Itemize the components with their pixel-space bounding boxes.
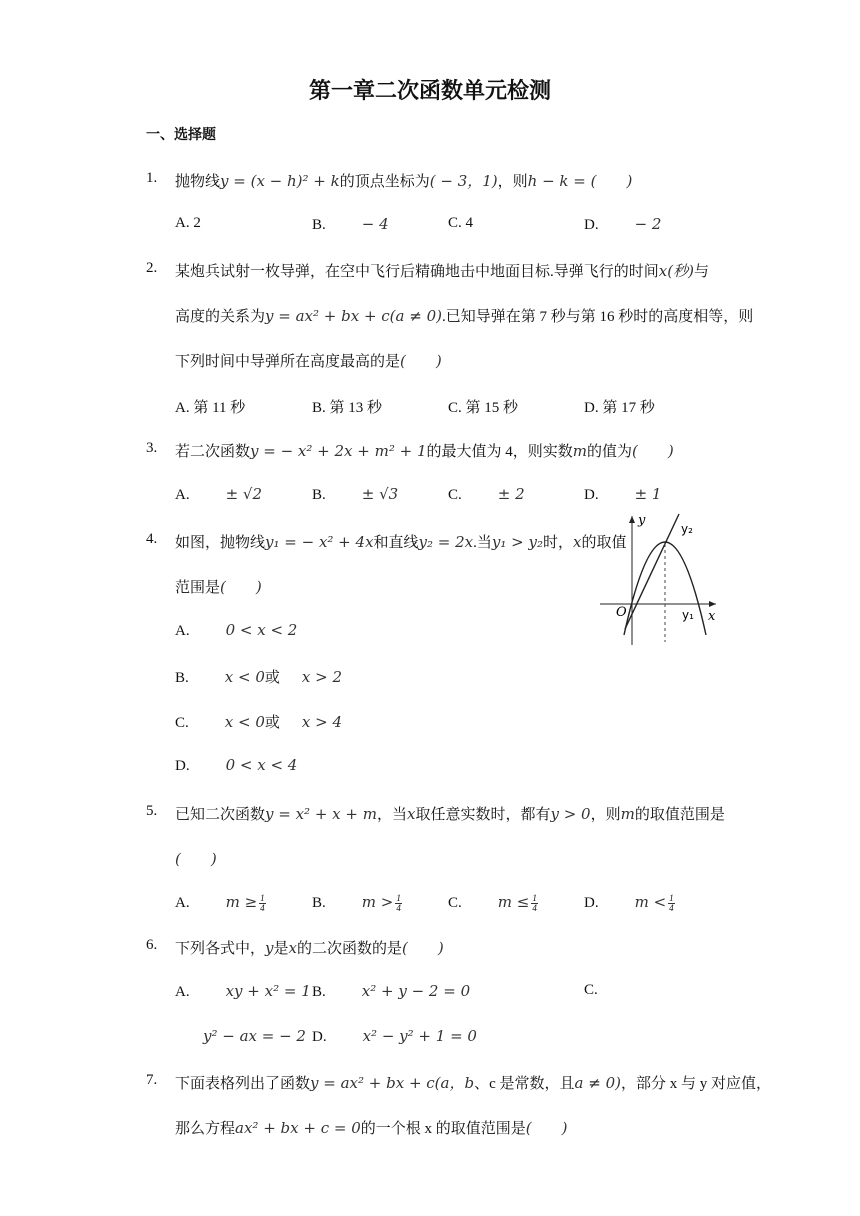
question-2-option-c[interactable]: C. 第 15 秒 [448,400,519,416]
question-5-blank: ( ) [175,850,217,868]
question-7-stem-line-2: 那么方程ax² + bx + c = 0的一个根 x 的取值范围是( ) [175,1119,568,1137]
question-6-option-c[interactable]: C. [584,982,598,998]
question-1-option-d[interactable]: D. − 2 [584,215,662,233]
graph-origin-label: O [616,605,627,620]
question-3-option-a[interactable]: A. ± √2 [175,485,263,503]
graph-x-label: x [708,609,716,624]
question-6-number: 6. [146,937,158,953]
question-4-option-d[interactable]: D. 0 < x < 4 [175,756,298,774]
question-5-stem: 已知二次函数y = x² + x + m，当x取任意实数时，都有y > 0，则m的取值范围是 [175,805,725,823]
graph-curve-label: y₁ [682,608,694,622]
question-1-option-c[interactable]: C. 4 [448,215,474,231]
question-4-option-c[interactable]: C. x < 0或 x > 4 [175,713,342,731]
page-title: 第一章二次函数单元检测 [308,79,551,104]
question-3-number: 3. [146,440,158,456]
question-4-option-b[interactable]: B. x < 0或 x > 2 [175,668,342,686]
graph-line-label: y₂ [681,522,693,536]
graph-y-arrow-icon [629,516,635,523]
question-2-option-a[interactable]: A. 第 11 秒 [175,400,246,416]
question-6-option-b[interactable]: B. x² + y − 2 = 0 [312,982,471,1000]
question-2-stem-line-2: 高度的关系为y = ax² + bx + c(a ≠ 0).已知导弹在第 7 秒与第 16 秒时的高度相等，则 [175,307,754,325]
question-2-option-b[interactable]: B. 第 13 秒 [312,400,383,416]
graph-line-y2 [625,514,679,629]
question-4-stem-line-1: 如图，抛物线y₁ = − x² + 4x和直线y₂ = 2x.当y₁ > y₂时，x的取值 [175,533,627,551]
question-2-option-d[interactable]: D. 第 17 秒 [584,400,655,416]
question-5-option-c[interactable]: C. m ≤ $\frac{1}{4}$ [448,893,537,914]
question-5-option-a[interactable]: A. m ≥ $\frac{1}{4}$ [175,893,265,914]
question-1-option-a[interactable]: A. 2 [175,215,201,231]
question-6-option-a[interactable]: A. xy + x² = 1 [175,982,311,1000]
question-6-stem: 下列各式中，y是x的二次函数的是( ) [175,939,444,957]
question-1-number: 1. [146,170,158,186]
question-6-option-c-math[interactable]: y² − ax = − 2 [203,1027,306,1045]
question-4-number: 4. [146,531,158,547]
question-2-stem-line-3: 下列时间中导弹所在高度最高的是( ) [175,352,442,370]
question-3-option-d[interactable]: D. ± 1 [584,485,662,503]
section-heading: 一、选择题 [146,127,216,143]
graph-x-arrow-icon [709,601,716,607]
question-5-number: 5. [146,803,158,819]
question-6-option-d[interactable]: D. x² − y² + 1 = 0 [312,1027,477,1045]
graph-y-label: y [638,513,646,528]
question-3-stem: 若二次函数y = − x² + 2x + m² + 1的最大值为 4，则实数m的值为( ) [175,442,674,460]
question-4-graph [598,512,718,647]
question-1-stem: 抛物线y = (x − h)² + k的顶点坐标为( − 3，1)，则h − k = ( ) [175,172,633,190]
question-5-option-d[interactable]: D. m < $\frac{1}{4}$ [584,893,674,914]
question-4-option-a[interactable]: A. 0 < x < 2 [175,621,298,639]
question-4-stem-line-2: 范围是( ) [175,578,262,596]
question-2-stem-line-1: 某炮兵试射一枚导弹，在空中飞行后精确地击中地面目标.导弹飞行的时间x(秒)与 [175,262,709,280]
question-3-option-c[interactable]: C. ± 2 [448,485,525,503]
question-7-number: 7. [146,1072,158,1088]
question-1-option-b[interactable]: B. − 4 [312,215,389,233]
question-2-number: 2. [146,260,158,276]
question-3-option-b[interactable]: B. ± √3 [312,485,399,503]
question-5-option-b[interactable]: B. m > $\frac{1}{4}$ [312,893,401,914]
question-7-stem-line-1: 下面表格列出了函数y = ax² + bx + c(a，b、c 是常数，且a ≠ 0)，部分 x 与 y 对应值， [175,1074,771,1092]
